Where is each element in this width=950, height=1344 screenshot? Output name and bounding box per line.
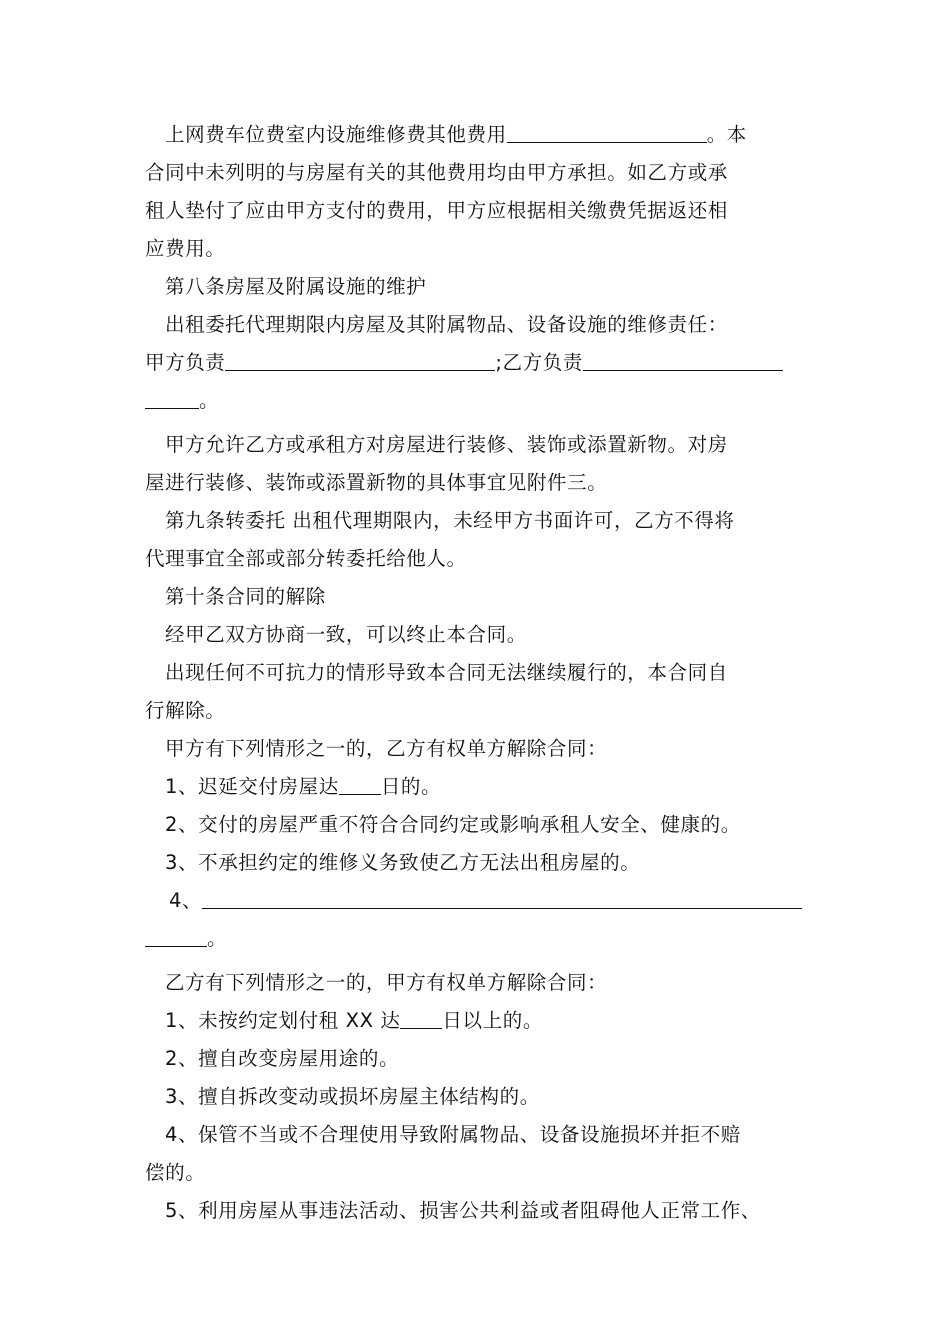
blank-other-fees[interactable] xyxy=(507,118,707,143)
party-a-item-1 xyxy=(145,768,810,806)
paragraph-force-majeure-line-1: 出现任何不可抗力的情形导致本合同无法继续履行的，本合同自 xyxy=(165,661,728,684)
paragraph-renovation-line-2: 屋进行装修、装饰或添置新物的具体事宜见附件三。 xyxy=(145,471,608,494)
text-period: 。本 xyxy=(706,123,747,146)
paragraph-fees-line-1 xyxy=(145,116,810,154)
party-b-item-2: 2、擅自改变房屋用途的。 xyxy=(165,1047,400,1070)
paragraph-fees-line-4: 应费用。 xyxy=(145,237,226,260)
paragraph-maintenance-line-1: 出租委托代理期限内房屋及其附属物品、设备设施的维修责任： xyxy=(165,313,728,336)
party-b-item-1 xyxy=(145,1002,810,1040)
paragraph-fees-line-2: 合同中未列明的与房屋有关的其他费用均由甲方承担。如乙方或承 xyxy=(145,161,728,184)
blank-party-b-responsible[interactable] xyxy=(583,346,783,371)
text-party-a-responsible: 甲方负责 xyxy=(145,351,226,374)
paragraph-fees-line-3: 租人垫付了应由甲方支付的费用，甲方应根据相关缴费凭据返还相 xyxy=(145,199,728,222)
text-item-4: 4、 xyxy=(169,889,203,912)
contract-body xyxy=(145,116,810,1230)
paragraph-renovation-line-1: 甲方允许乙方或承租方对房屋进行装修、装饰或添置新物。对房 xyxy=(165,433,728,456)
blank-party-a-responsible[interactable] xyxy=(225,346,495,371)
article-9-line-1: 第九条转委托 出租代理期限内，未经甲方书面许可，乙方不得将 xyxy=(165,509,735,532)
paragraph-mutual-termination: 经甲乙双方协商一致，可以终止本合同。 xyxy=(165,623,527,646)
article-10-heading: 第十条合同的解除 xyxy=(165,585,326,608)
party-a-item-2: 2、交付的房屋严重不符合合同约定或影响承租人安全、健康的。 xyxy=(165,813,741,836)
party-b-item-5: 5、利用房屋从事违法活动、损害公共利益或者阻碍他人正常工作、 xyxy=(165,1199,761,1222)
party-b-item-3: 3、擅自拆改变动或损坏房屋主体结构的。 xyxy=(165,1085,540,1108)
text-days: 日的。 xyxy=(380,775,442,798)
party-a-item-3: 3、不承担约定的维修义务致使乙方无法出租房屋的。 xyxy=(165,851,641,874)
text-other-fees: 上网费车位费室内设施维修费其他费用 xyxy=(165,123,507,146)
blank-party-a-item-4[interactable] xyxy=(202,884,802,909)
party-b-termination-heading: 乙方有下列情形之一的，甲方有权单方解除合同： xyxy=(165,971,608,994)
party-b-item-4-line-2: 偿的。 xyxy=(145,1161,206,1184)
paragraph-force-majeure-line-2: 行解除。 xyxy=(145,699,226,722)
paragraph-maintenance-line-3 xyxy=(145,382,810,420)
article-8-heading: 第八条房屋及附属设施的维护 xyxy=(165,275,427,298)
text-period: 。 xyxy=(199,389,220,412)
party-a-item-4-cont xyxy=(145,920,810,958)
article-9-line-2: 代理事宜全部或部分转委托给他人。 xyxy=(145,547,467,570)
text-days-over: 日以上的。 xyxy=(442,1009,543,1032)
paragraph-maintenance-line-2 xyxy=(145,344,810,382)
blank-party-a-item-4-cont[interactable] xyxy=(145,922,207,947)
blank-unpaid-days[interactable] xyxy=(400,1004,442,1029)
party-b-item-4-line-1: 4、保管不当或不合理使用导致附属物品、设备设施损坏并拒不赔 xyxy=(165,1123,741,1146)
text-period: 。 xyxy=(207,927,228,950)
party-a-termination-heading: 甲方有下列情形之一的，乙方有权单方解除合同： xyxy=(165,737,608,760)
text-unpaid-rent: 1、未按约定划付租 XX 达 xyxy=(165,1009,401,1032)
text-delay-delivery: 1、迟延交付房屋达 xyxy=(165,775,339,798)
text-party-b-responsible: ;乙方负责 xyxy=(495,351,583,374)
blank-party-b-responsible-cont[interactable] xyxy=(145,384,199,409)
party-a-item-4 xyxy=(145,882,810,920)
blank-delay-days[interactable] xyxy=(339,770,381,795)
